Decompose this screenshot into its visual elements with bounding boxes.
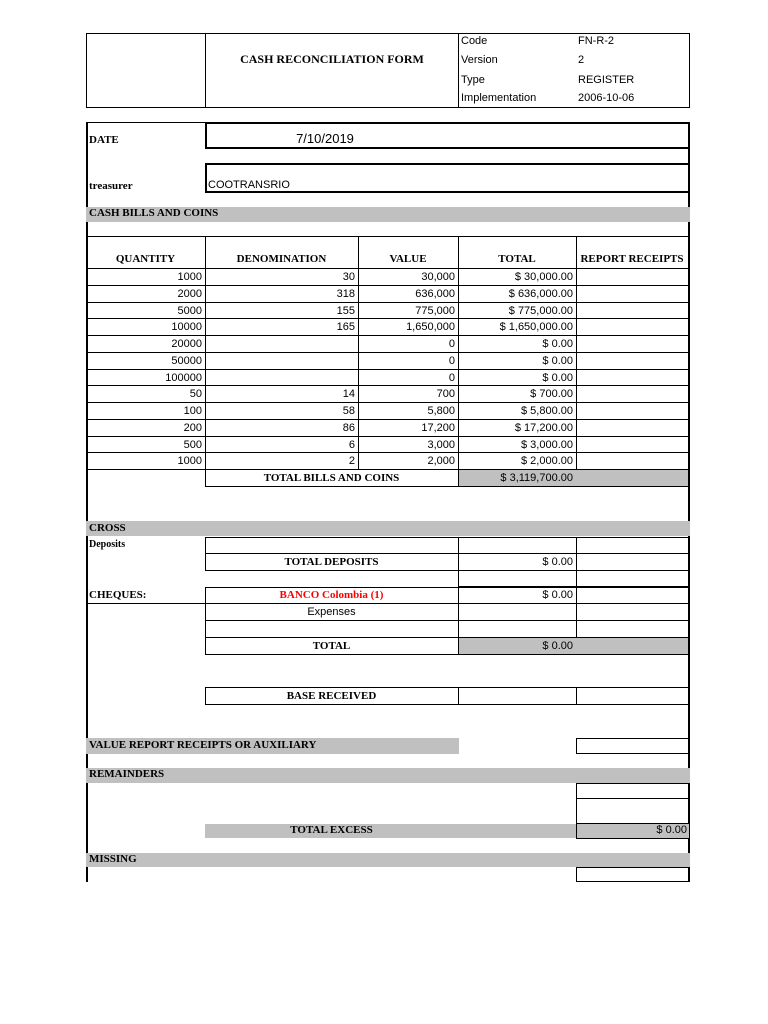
cross-section-title: CROSS — [89, 522, 126, 534]
value-report-field[interactable] — [576, 738, 690, 754]
cell-total: $ 30,000.00 — [514, 271, 573, 283]
treasurer-label: treasurer — [89, 180, 133, 192]
cell-value: 17,200 — [421, 422, 455, 434]
cell-denomination: 30 — [342, 271, 355, 283]
cell-value: 775,000 — [415, 305, 455, 317]
cell-total: $ 17,200.00 — [514, 422, 573, 434]
cell-total: $ 3,000.00 — [521, 439, 573, 451]
base-received-label: BASE RECEIVED — [286, 690, 377, 702]
cross-total-label: TOTAL — [312, 640, 351, 652]
meta-version-value: 2 — [578, 54, 585, 66]
cell-quantity: 2000 — [177, 288, 202, 300]
cell-denomination: 58 — [342, 405, 355, 417]
total-deposits-label: TOTAL DEPOSITS — [284, 556, 379, 568]
cell-quantity: 100 — [183, 405, 202, 417]
cell-denomination: 318 — [336, 288, 355, 300]
cross-total-value: $ 0.00 — [542, 640, 573, 652]
meta-code-label: Code — [461, 35, 488, 47]
cell-denomination: 165 — [336, 321, 355, 333]
missing-field[interactable] — [576, 867, 690, 882]
remainders-field-1[interactable] — [576, 783, 690, 799]
cell-denomination: 155 — [336, 305, 355, 317]
bank-value: $ 0.00 — [542, 589, 573, 601]
cell-value: 3,000 — [427, 439, 455, 451]
cell-value: 5,800 — [427, 405, 455, 417]
col-quantity: QUANTITY — [115, 253, 176, 265]
cell-value: 0 — [448, 338, 455, 350]
date-label: DATE — [89, 134, 119, 146]
expenses-label: Expenses — [307, 606, 356, 618]
cell-value: 2,000 — [427, 455, 455, 467]
cell-quantity: 50 — [189, 388, 202, 400]
col-total: TOTAL — [498, 253, 536, 265]
cell-quantity: 5000 — [177, 305, 202, 317]
cell-denomination: 86 — [342, 422, 355, 434]
remainders-label: REMAINDERS — [89, 768, 165, 780]
cell-value: 0 — [448, 355, 455, 367]
cell-denomination: 6 — [348, 439, 355, 451]
cell-denomination: 2 — [348, 455, 355, 467]
meta-type-label: Type — [461, 74, 485, 86]
cell-total: $ 0.00 — [542, 355, 573, 367]
total-excess-label: TOTAL EXCESS — [290, 824, 373, 836]
cell-total: $ 1,650,000.00 — [499, 321, 573, 333]
date-value: 7/10/2019 — [296, 131, 354, 146]
cell-total: $ 2,000.00 — [521, 455, 573, 467]
cell-quantity: 50000 — [171, 355, 202, 367]
treasurer-value: COOTRANSRIO — [208, 179, 290, 191]
meta-implementation-label: Implementation — [461, 92, 537, 104]
meta-implementation-value: 2006-10-06 — [578, 92, 635, 104]
form-title: CASH RECONCILIATION FORM — [240, 52, 424, 66]
cell-denomination: 14 — [342, 388, 355, 400]
cell-value: 636,000 — [415, 288, 455, 300]
cell-quantity: 200 — [183, 422, 202, 434]
cell-quantity: 20000 — [171, 338, 202, 350]
cell-value: 700 — [436, 388, 455, 400]
cell-total: $ 700.00 — [530, 388, 573, 400]
cheques-label: CHEQUES: — [89, 589, 147, 601]
cell-value: 0 — [448, 372, 455, 384]
cell-value: 30,000 — [421, 271, 455, 283]
remainders-field-2[interactable] — [576, 798, 690, 824]
col-report-receipts: REPORT RECEIPTS — [580, 253, 684, 265]
col-denomination: DENOMINATION — [236, 253, 327, 265]
cell-total: $ 0.00 — [542, 338, 573, 350]
cell-quantity: 10000 — [171, 321, 202, 333]
cash-section-title: CASH BILLS AND COINS — [89, 207, 219, 219]
cell-total: $ 636,000.00 — [508, 288, 573, 300]
cell-quantity: 500 — [183, 439, 202, 451]
total-bills-coins-value: $ 3,119,700.00 — [500, 472, 573, 484]
meta-type-value: REGISTER — [578, 74, 635, 86]
cell-quantity: 1000 — [177, 271, 202, 283]
value-report-label: VALUE REPORT RECEIPTS OR AUXILIARY — [89, 739, 317, 751]
cell-quantity: 100000 — [165, 372, 202, 384]
cell-total: $ 775,000.00 — [508, 305, 573, 317]
cell-value: 1,650,000 — [406, 321, 455, 333]
total-bills-coins-label: TOTAL BILLS AND COINS — [263, 472, 400, 484]
meta-version-label: Version — [461, 54, 498, 66]
col-value: VALUE — [389, 253, 427, 265]
bank-label: BANCO Colombia (1) — [279, 589, 384, 601]
cell-total: $ 0.00 — [542, 372, 573, 384]
meta-code-value: FN-R-2 — [578, 35, 615, 47]
total-deposits-value: $ 0.00 — [542, 556, 573, 568]
cell-total: $ 5,800.00 — [521, 405, 573, 417]
missing-label: MISSING — [89, 853, 137, 865]
cell-quantity: 1000 — [177, 455, 202, 467]
total-excess-value: $ 0.00 — [656, 824, 687, 836]
deposits-label: Deposits — [89, 539, 126, 550]
